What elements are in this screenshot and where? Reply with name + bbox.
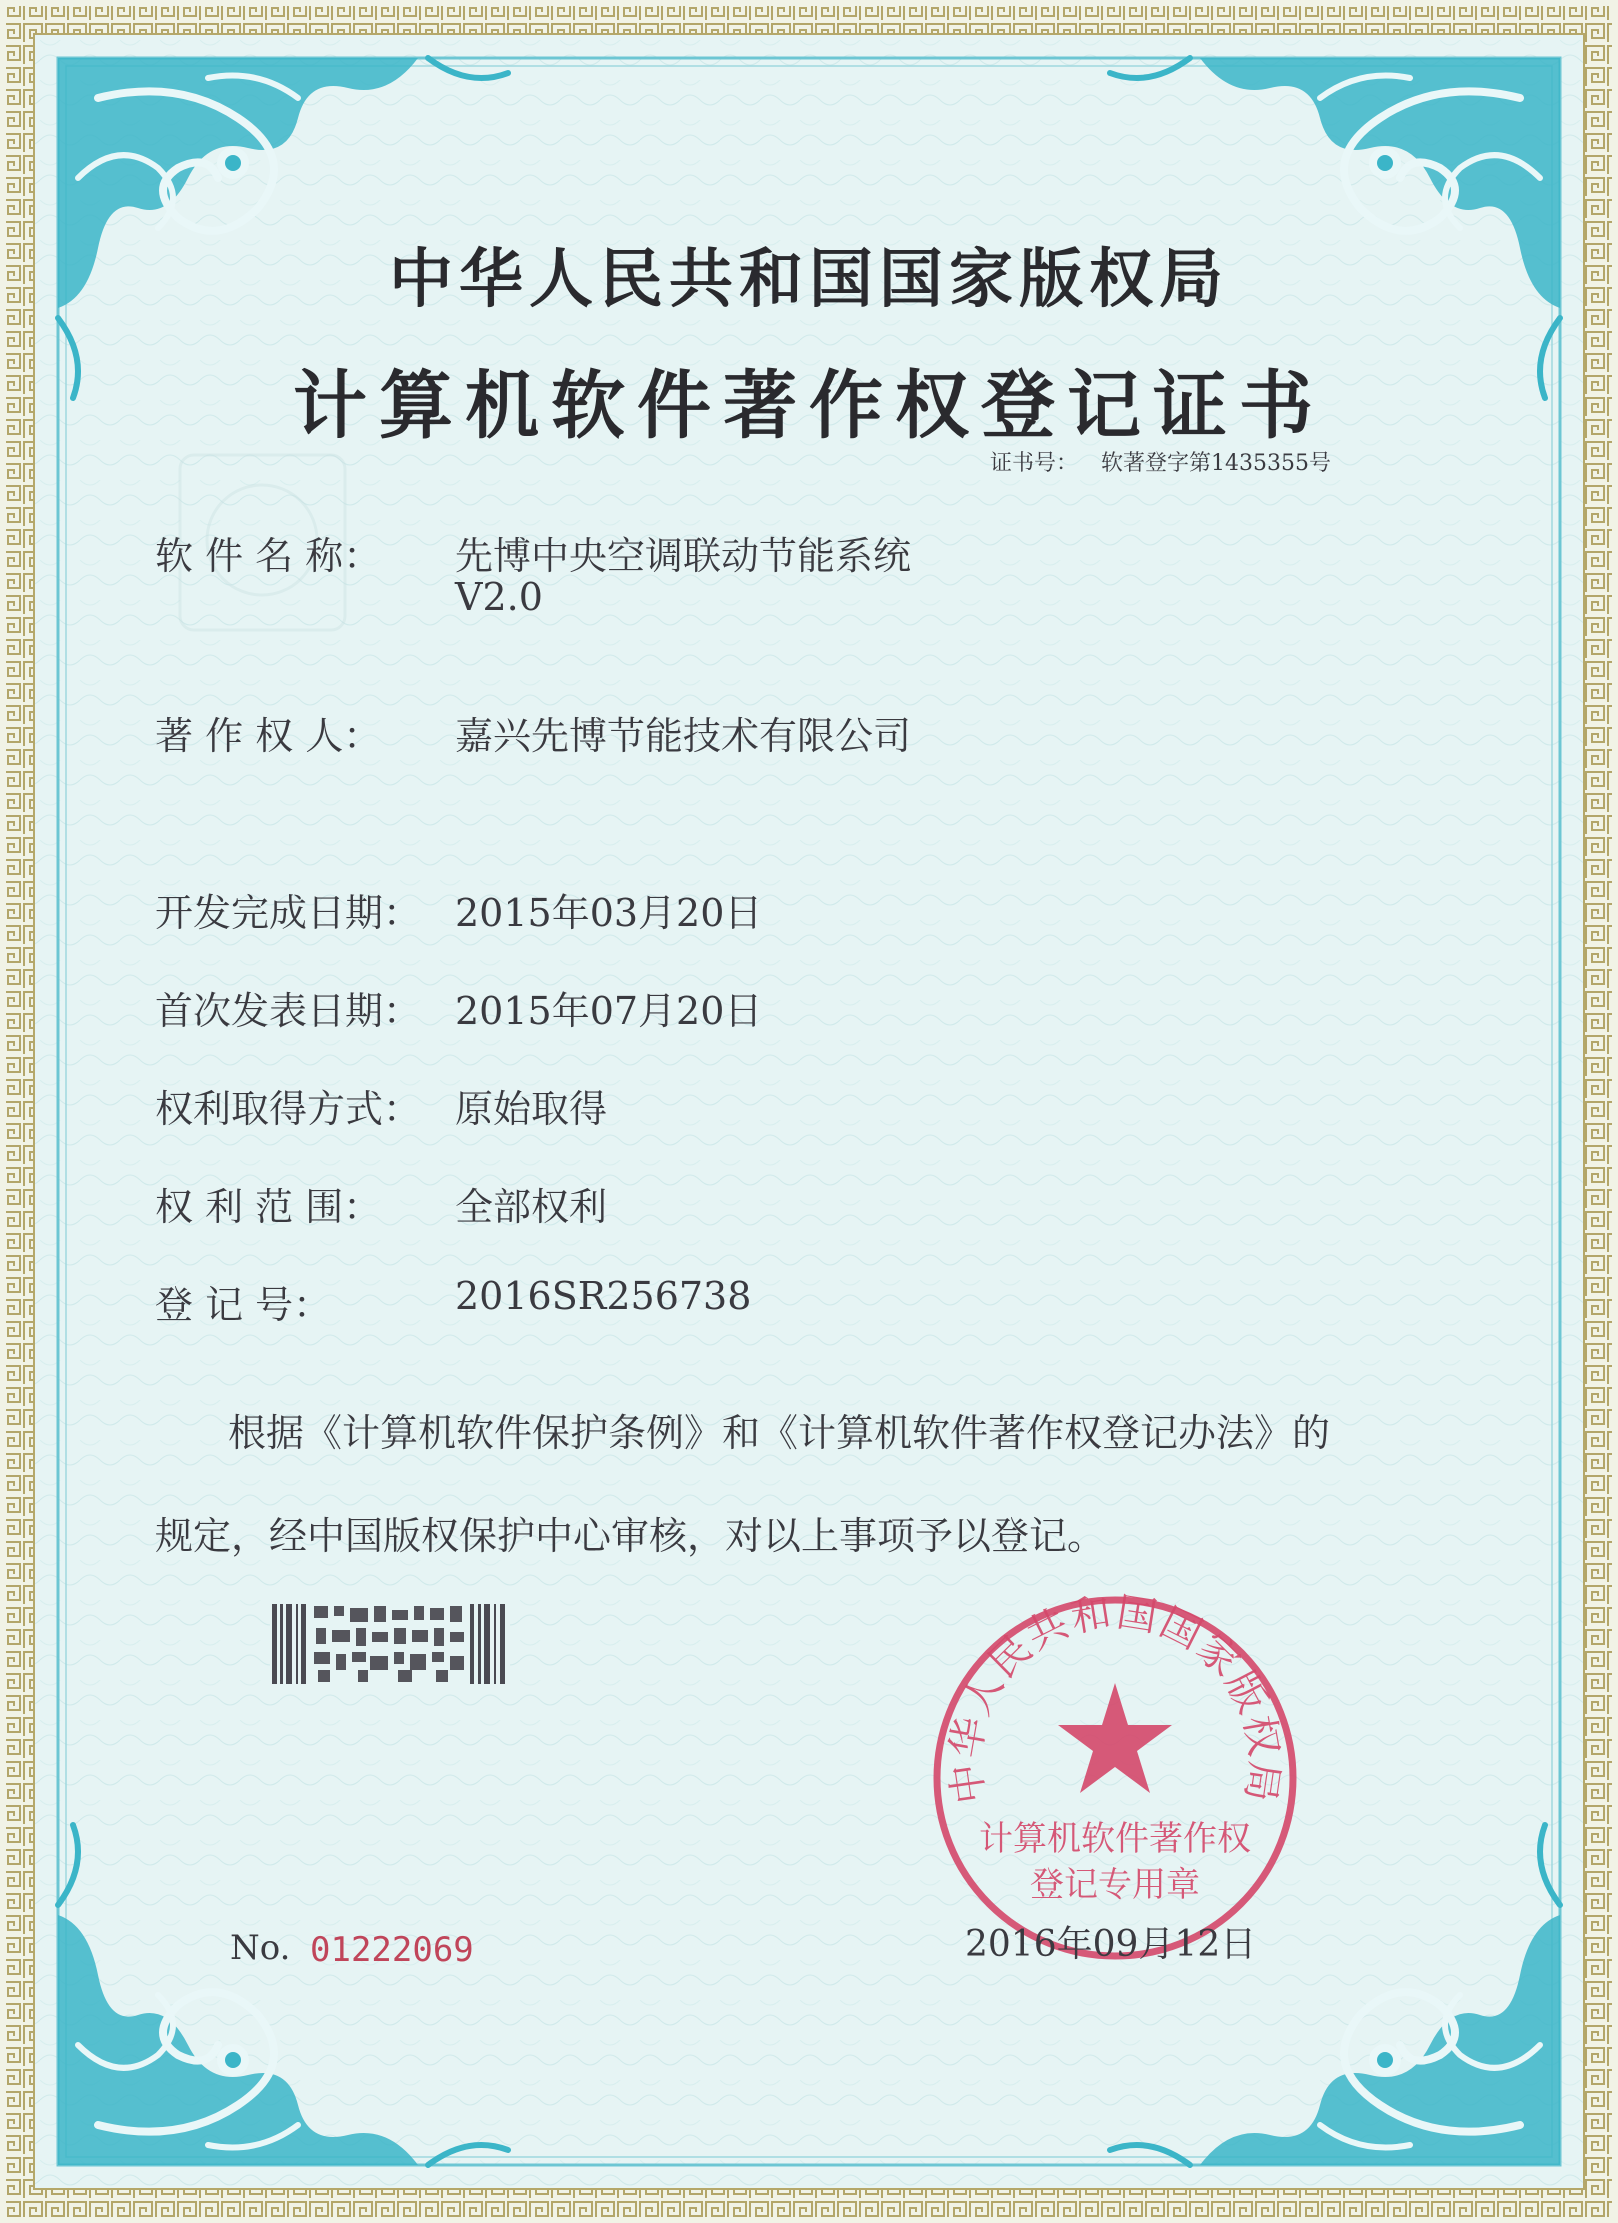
certificate-number-label: 证书号： [990,451,1079,476]
authority-heading: 中华人民共和国国家版权局 [389,242,1229,317]
acquire-value: 原始取得 [455,1087,608,1131]
scope-value: 全部权利 [455,1185,608,1229]
software-name-label: 软 件 名 称： [155,534,382,578]
pub-date-value: 2015年07月20日 [455,989,763,1033]
issue-date: 2016年09月12日 [965,1924,1257,1965]
owner-value: 嘉兴先博节能技术有限公司 [455,714,912,758]
dev-date-value: 2015年03月20日 [455,891,763,935]
owner-label: 著 作 权 人： [155,714,382,758]
registration-label: 登 记 号： [155,1283,332,1327]
pub-date-label: 首次发表日期： [155,989,422,1033]
certificate-number-value: 软著登字第1435355号 [1101,451,1331,476]
dev-date-label: 开发完成日期： [155,891,422,935]
certificate-title: 计算机软件著作权登记证书 [293,363,1325,449]
registration-number: 2016SR256738 [455,1274,752,1318]
official-seal [925,1588,1305,1968]
seal-line-2: 登记专用章 [1030,1865,1200,1905]
seal-line-1: 计算机软件著作权 [979,1819,1251,1859]
scope-label: 权 利 范 围： [155,1185,382,1229]
serial-label: No. [230,1928,291,1968]
software-version-value: V2.0 [455,575,543,619]
seal-arc-text: 中华人民共和国国家版权局 [942,1589,1288,1807]
acquire-label: 权利取得方式： [155,1087,422,1131]
barcode [270,1600,510,1688]
statement-line-2: 规定，经中国版权保护中心审核，对以上事项予以登记。 [155,1514,1106,1558]
software-name-value: 先博中央空调联动节能系统 [455,534,912,578]
serial-number: 01222069 [310,1930,474,1970]
certificate-number [990,446,1331,477]
statement-line-1: 根据《计算机软件保护条例》和《计算机软件著作权登记办法》的 [228,1411,1331,1455]
